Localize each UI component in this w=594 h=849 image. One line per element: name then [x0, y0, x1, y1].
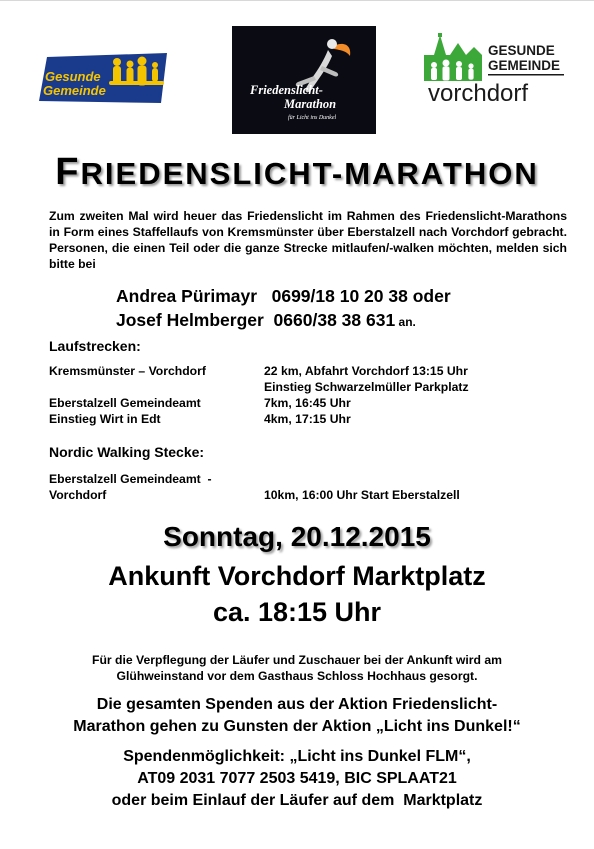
- catering-line-1: Für die Verpflegung der Läufer und Zuschauer bei der Ankunft wird am: [92, 653, 502, 667]
- contact-2-text: Josef Helmberger 0660/38 38 631: [116, 310, 396, 330]
- intro-paragraph: Zum zweiten Mal wird heuer das Friedenslicht im Rahmen des Friedenslicht-Marathons in Form eines Staffellaufs von Kremsmünster über Eberstalzell nach Vorchdorf gebracht. Personen, die einen Teil oder die ganze Strecke mitlaufen/-walken möchten, melden sich bitte bei: [49, 209, 567, 271]
- contact-line-2: [116, 310, 416, 331]
- route-row-4-right: 4km, 17:15 Uhr: [264, 412, 351, 426]
- catering-line-2: Glühweinstand vor dem Gasthaus Schloss Hochhaus gesorgt.: [116, 669, 478, 683]
- contact-1-text: Andrea Pürimayr 0699/18 10 20 38 oder: [116, 286, 451, 306]
- route-row-3-right: 7km, 16:45 Uhr: [264, 396, 351, 410]
- logo-right-line2: GEMEINDE: [488, 58, 561, 73]
- nordic-row-2-right: 10km, 16:00 Uhr Start Eberstalzell: [264, 488, 460, 502]
- title-first-letter: F: [55, 151, 81, 193]
- title-rest: RIEDENSLICHT-MARATHON: [80, 156, 539, 191]
- gesunde-gemeinde-vorchdorf-logo: [420, 33, 568, 109]
- event-date: Sonntag, 20.12.2015: [163, 521, 431, 552]
- page-title: [0, 151, 594, 194]
- logo-center-line2: Marathon: [284, 97, 337, 111]
- route-row-4-left: Einstieg Wirt in Edt: [49, 412, 161, 426]
- friedenslicht-marathon-logo: [232, 26, 376, 134]
- gesunde-gemeinde-logo: [39, 53, 169, 103]
- donations-line-1: Die gesamten Spenden aus der Aktion Friedenslicht-: [96, 696, 498, 713]
- donation-info-line-3: oder beim Einlauf der Läufer auf dem Marktplatz: [111, 792, 483, 809]
- donation-info-line-1: Spendenmöglichkeit: „Licht ins Dunkel FLM“,: [123, 748, 471, 765]
- logo-left-line2: Gemeinde: [43, 83, 106, 98]
- donation-info-line-2: AT09 2031 7077 2503 5419, BIC SPLAAT21: [137, 770, 457, 787]
- laufstrecken-heading: Laufstrecken:: [49, 338, 141, 354]
- contact-line-1: [116, 286, 451, 307]
- contact-2-suffix: an.: [395, 315, 416, 329]
- logo-right-town: vorchdorf: [428, 80, 529, 107]
- route-row-3-left: Eberstalzell Gemeindeamt: [49, 396, 201, 410]
- nordic-row-1-left: Eberstalzell Gemeindeamt -: [49, 472, 212, 486]
- arrival-time: ca. 18:15 Uhr: [212, 597, 382, 627]
- route-row-2-right: Einstieg Schwarzelmüller Parkplatz: [264, 380, 469, 394]
- route-row-1-right: 22 km, Abfahrt Vorchdorf 13:15 Uhr: [264, 364, 468, 378]
- logo-right-divider: [488, 74, 564, 76]
- arrival-location: Ankunft Vorchdorf Marktplatz: [108, 561, 486, 591]
- route-row-1-left: Kremsmünster – Vorchdorf: [49, 364, 206, 378]
- donations-line-2: Marathon gehen zu Gunsten der Aktion „Licht ins Dunkel!“: [73, 718, 521, 735]
- logo-center-line3: für Licht ins Dunkel: [288, 115, 337, 121]
- nordic-heading: Nordic Walking Stecke:: [49, 444, 205, 460]
- nordic-row-2-left: Vorchdorf: [49, 488, 107, 502]
- logo-left-line1: Gesunde: [45, 69, 101, 84]
- logo-center-line1: Friedenslicht-: [250, 83, 323, 97]
- logo-right-line1: GESUNDE: [488, 43, 555, 58]
